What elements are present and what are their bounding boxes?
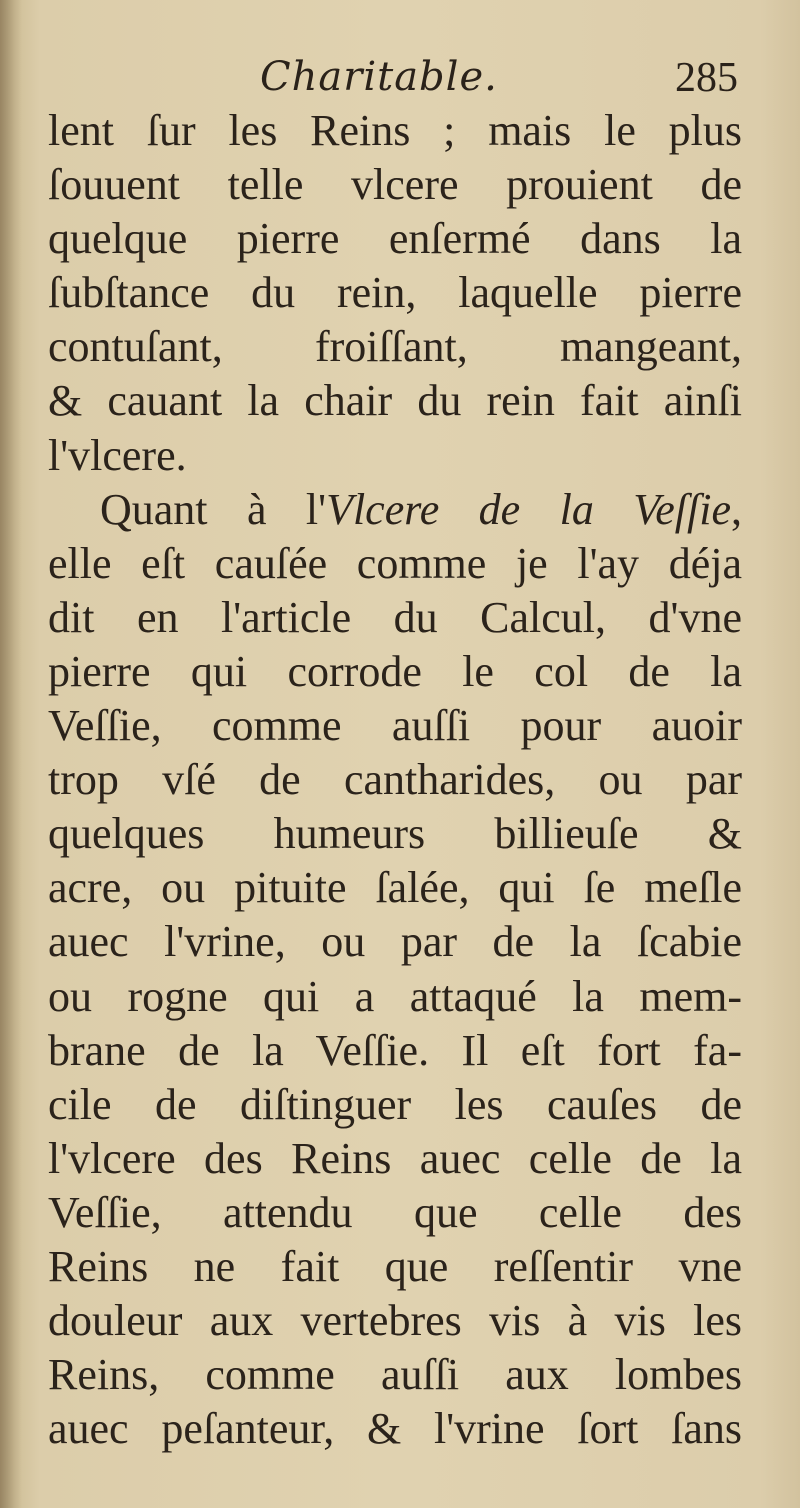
body-text	[48, 104, 742, 1456]
text-line: ſubſtance du rein, laquelle pierre	[48, 268, 742, 318]
text-line: ſouuent telle vlcere prouient de	[48, 160, 742, 210]
page-number: 285	[675, 55, 738, 101]
page-header	[48, 50, 738, 106]
text-line: auec l'vrine, ou par de la ſcabie	[48, 917, 742, 967]
opening-text: Quant à l'	[100, 484, 327, 534]
text-line: Reins, comme auſſi aux lombes	[48, 1350, 742, 1400]
running-title: Charitable.	[260, 54, 498, 100]
text-line: quelques humeurs billieuſe &	[48, 809, 742, 859]
text-line: cile de diſtinguer les cauſes de	[48, 1079, 742, 1129]
text-line: pierre qui corrode le col de la	[48, 646, 742, 696]
text-line: brane de la Veſſie. Il eſt fort fa-	[48, 1025, 742, 1075]
text-line: contuſant, froiſſant, mangeant,	[48, 322, 742, 372]
italic-term: Vlcere de la Veſſie	[326, 484, 731, 534]
text-line: Veſſie, attendu que celle des	[48, 1187, 742, 1237]
text-line: douleur aux vertebres vis à vis les	[48, 1296, 742, 1346]
text-line: acre, ou pituite ſalée, qui ſe meſle	[48, 863, 742, 913]
text-line: trop vſé de cantharides, ou par	[48, 755, 742, 805]
text-line: auec peſanteur, & l'vrine ſort ſans	[48, 1404, 742, 1454]
text-line: quelque pierre enſermé dans la	[48, 214, 742, 264]
text-line: elle eſt cauſée comme je l'ay déja	[48, 538, 742, 588]
text-line: Reins ne fait que reſſentir vne	[48, 1241, 742, 1291]
text-line: l'vlcere.	[48, 430, 187, 480]
opening-punctuation: ,	[731, 484, 742, 534]
text-line: & cauant la chair du rein fait ainſi	[48, 376, 742, 426]
text-line: lent ſur les Reins ; mais le plus	[48, 106, 742, 155]
text-line: l'vlcere des Reins auec celle de la	[48, 1133, 742, 1183]
text-line: Veſſie, comme auſſi pour auoir	[48, 701, 742, 751]
text-line: dit en l'article du Calcul, d'vne	[48, 592, 742, 642]
text-line: ou rogne qui a attaqué la mem-	[48, 971, 742, 1021]
paragraph-opening-line	[48, 483, 742, 537]
gutter-shadow	[0, 0, 22, 1508]
